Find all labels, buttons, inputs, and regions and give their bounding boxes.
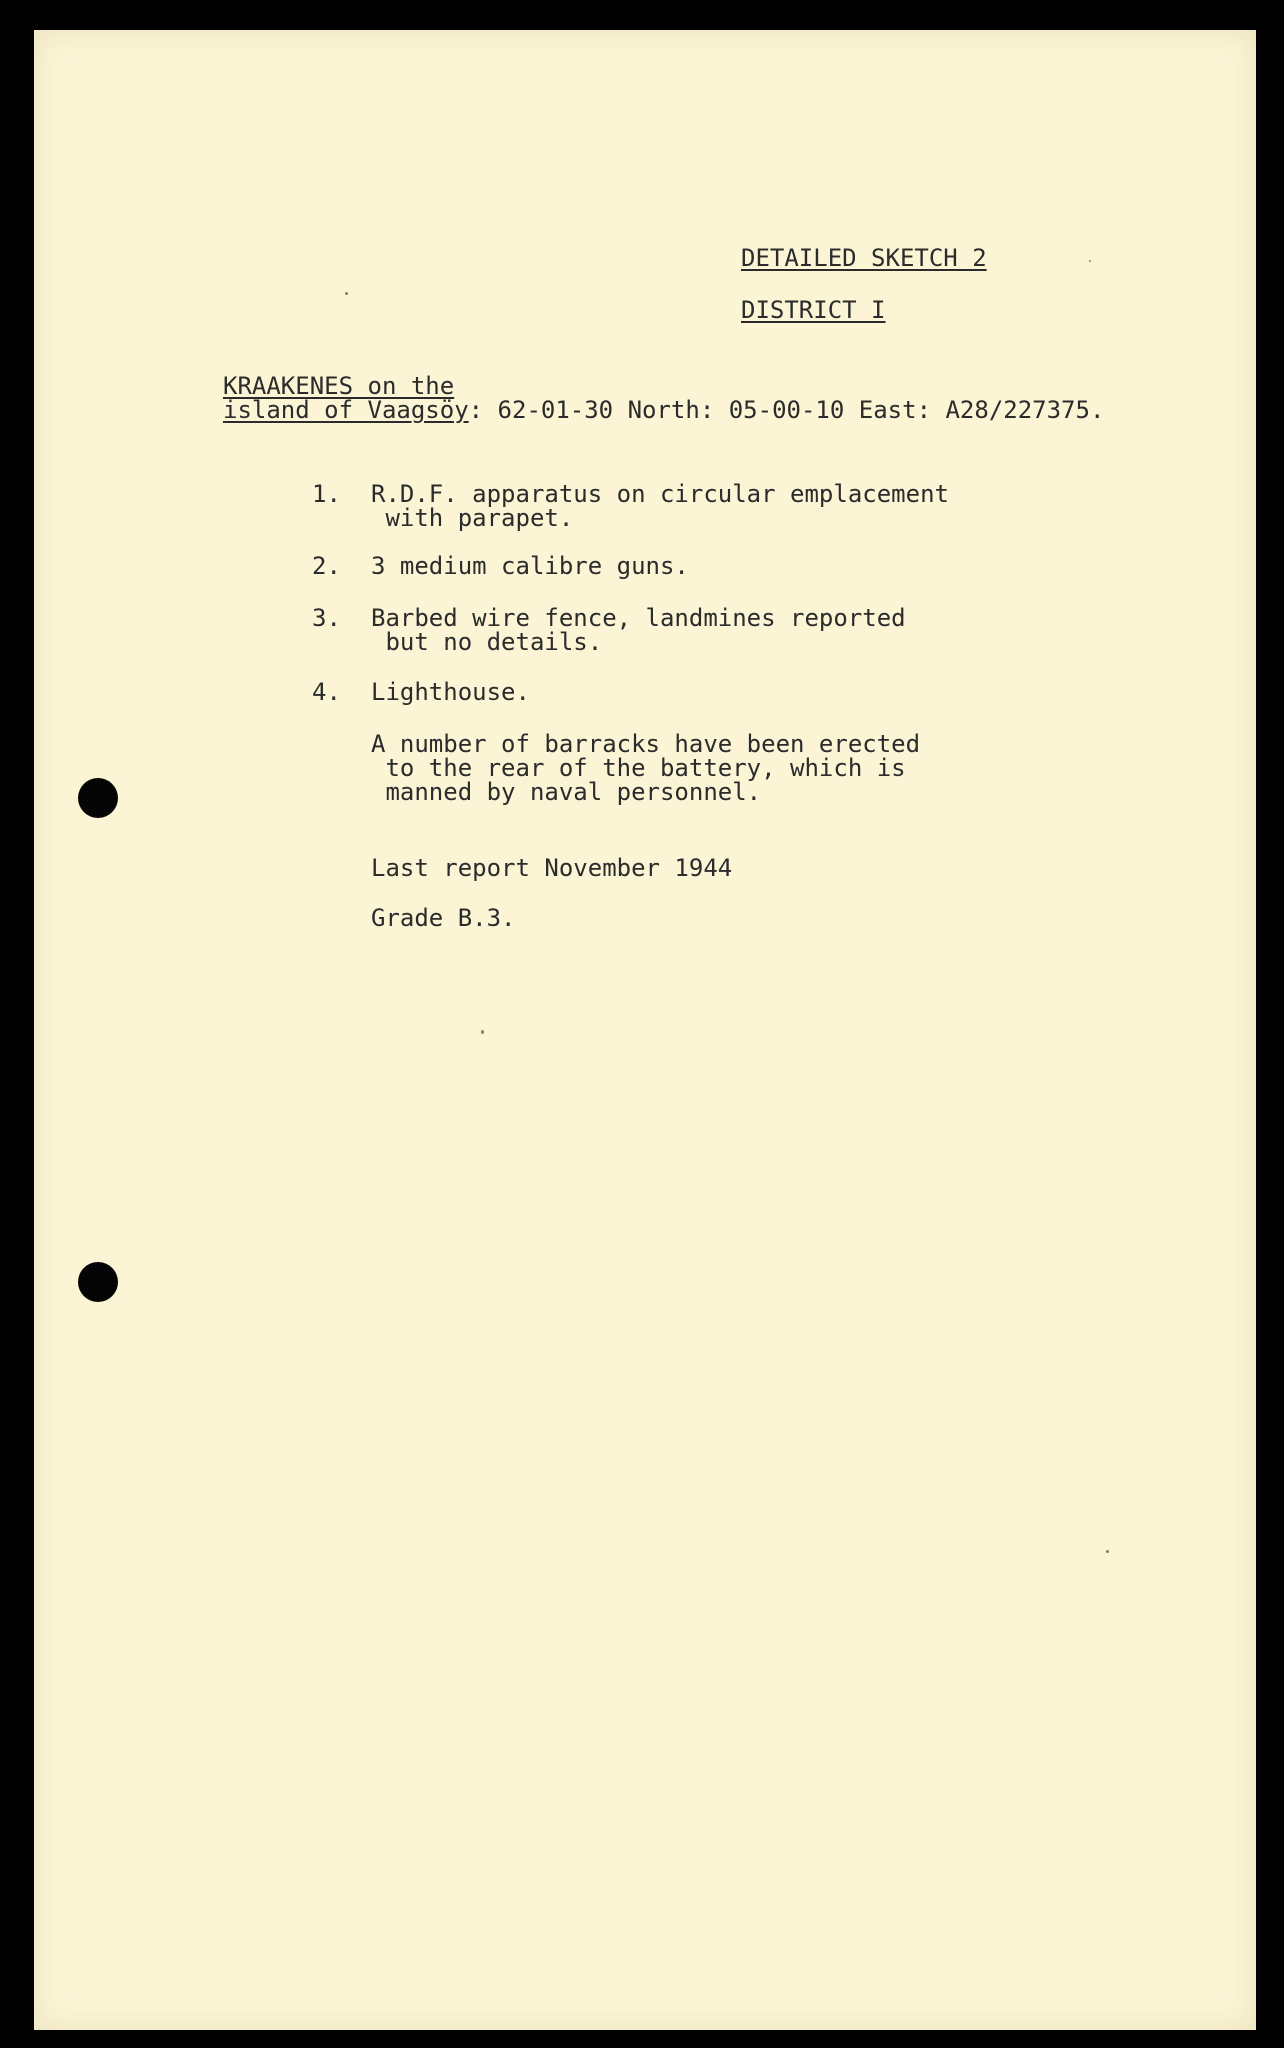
item-text-1: R.D.F. apparatus on circular emplacement (371, 480, 949, 508)
location-name-line2: island of Vaagsöy (223, 396, 469, 424)
item-text-3-cont: but no details. (371, 628, 603, 656)
paper-speck (345, 292, 348, 295)
note-line-1: A number of barracks have been erected (371, 730, 921, 758)
item-text-1-cont: with parapet. (371, 504, 574, 532)
item-number-3: 3. (312, 604, 341, 632)
district-label: DISTRICT I (741, 296, 886, 324)
location-coordinates: : 62-01-30 North: 05-00-10 East: A28/227375. (468, 396, 1105, 424)
paper-speck (1089, 260, 1091, 262)
item-number-4: 4. (312, 678, 341, 706)
item-text-4: Lighthouse. (371, 678, 530, 706)
location-line2 (223, 398, 1104, 422)
item-number-2: 2. (312, 552, 341, 580)
punch-hole-bottom (78, 1262, 118, 1302)
location-name-line1: KRAAKENES on the (223, 372, 455, 400)
paper-speck (481, 1030, 484, 1034)
punch-hole-top (78, 778, 118, 818)
item-text-3: Barbed wire fence, landmines reported (371, 604, 906, 632)
item-text-2: 3 medium calibre guns. (371, 552, 689, 580)
item-number-1: 1. (312, 480, 341, 508)
note-line-3: manned by naval personnel. (371, 778, 762, 806)
document-page (34, 30, 1256, 2030)
last-report: Last report November 1944 (371, 854, 733, 882)
sketch-title: DETAILED SKETCH 2 (741, 244, 987, 272)
paper-speck (1106, 1550, 1109, 1553)
note-line-2: to the rear of the battery, which is (371, 754, 906, 782)
grade: Grade B.3. (371, 904, 516, 932)
